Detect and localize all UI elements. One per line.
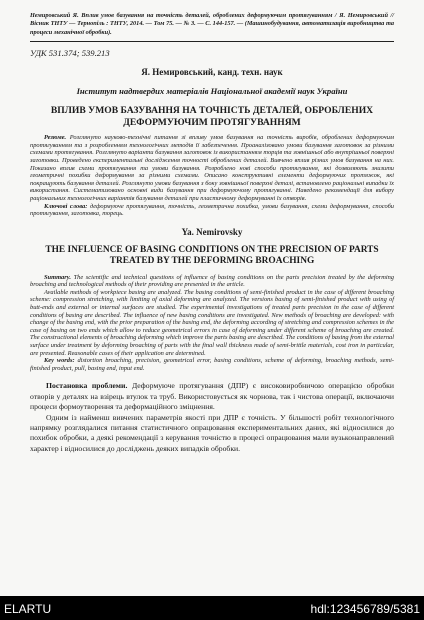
abstract-ukrainian <box>30 134 394 202</box>
title-ukrainian: ВПЛИВ УМОВ БАЗУВАННЯ НА ТОЧНІСТЬ ДЕТАЛЕЙ, ОБРОБЛЕНИХ ДЕФОРМУЮЧИМ ПРОТЯГУВАННЯМ <box>50 105 374 128</box>
body-text-1: Деформуюче протягування (ДПР) є високовиробничою операцією обробки отворів у деталях на взірець втулок та труб. Використовується як чорнова, так і чистова операції, включаючи процеси формоутворення та деформаційного зміцнення. <box>30 381 394 412</box>
keywords-english <box>30 357 394 372</box>
summary-english <box>30 274 394 289</box>
divider <box>30 41 394 42</box>
body-paragraph-1 <box>30 381 394 412</box>
repository-label: ELARTU <box>4 602 52 616</box>
keywords-en-text: distortion broaching, precision, geometrical error, basing conditions, scheme of deforming, broaching methods, semi-finished product, pull, basing end, input end. <box>30 357 394 372</box>
summary-text-1: The scientific and technical questions of influence of basing conditions on the parts precision treated by the deforming broaching and technological methods of their providing are presented in the article. <box>30 273 394 289</box>
author-ukrainian: Я. Немировський, канд. техн. наук <box>141 67 283 78</box>
keywords-text: деформуюче протягування, точність, геометрична похибка, умови базування, схеми деформування, способи протягування, заготовка, торець. <box>30 202 394 218</box>
problem-statement-label: Постановка проблеми. <box>46 381 128 391</box>
handle-identifier: hdl:123456789/5381 <box>310 602 420 616</box>
keywords-en-label: Key words: <box>44 357 75 365</box>
body-paragraph-2: Одним із найменш вивчених параметрів якості при ДПР є точність. У більшості робіт технологічного напрямку розглядалися питання статистичного опрацювання експериментальних даних, які відносилися до похибок обробки, а деякі рекомендації з керування точністю в процесі опрацювання мали вузьконаправлений характер і відносилися до досліджень деяких випадків обробки. <box>30 412 394 453</box>
keywords-ukrainian <box>30 203 394 218</box>
abstract-label: Резюме. <box>44 134 67 142</box>
udc-code: УДК 531.374; 539.213 <box>30 48 110 59</box>
abstract-text: Розглянуто науково-технічні питання зі впливу умов базування на точність виробів, оброблених деформуючим протягуванням та з розробленням технологічних методів її забезпечення. Проаналізовано умови базування заготовок за різними схемами протягування. Розглянуто варіанти базування заготовок із використанням торців та зовнішньої або внутрішньої поверхні заготовки. Проведено експериментальні дослідження точності оброблених деталей. Вивчено вплив різних умов базування на них. Показано вплив схеми протягування та умови базування. Розроблено нові способи протягування, які дозволяють знизити геометричні похибки деформування за різними схемами. Описано конструктивні елементи деформуючих протяжок, які покращують базування деталей. Розглянуто умови базування з боку зовнішньої поверхні деталі, встановлено раціональні випадки їх використання. Систематизовано основні види базування при деформуючому протягуванні. Наведено рекомендації для вибору раціональних технологічних варіантів базування деталей при пластичному деформуванні їх отворів. <box>30 134 394 202</box>
institution: Інститут надтвердих матеріалів Національної академії наук України <box>76 86 348 97</box>
summary-label: Summary. <box>44 273 71 281</box>
keywords-label: Ключові слова: <box>44 202 88 210</box>
citation: Немировський Я. Вплив умов базування на точність деталей, оброблених деформуючим протягуванням / Я. Немировський // Вісник ТНТУ — Тернопіль : ТНТУ, 2014. — Том 75. — № 3. — С. 144-157. — (Машинобудування, автоматизація виробництва та процеси механічної обробки). <box>30 12 394 36</box>
footer-bar <box>0 596 424 620</box>
summary-text-2: Available methods of workpiece basing are analyzed. The basing conditions of semi-finished product in the case of different broaching scheme: compression stretching, with limiting of axial deforming are analyzed. The versions basing of semi-finished product with using of butt-ends and external or internal surfaces are studied. The experimental investigations of treated parts precision in the case of different conditions of basing are described. The influence of new basing conditions are investigated. New methods of broaching are developed: with change of the basing end, with the prior preparation of the basing end, the deforming according of stretching and compression schemes in the case of basing on two ends which allow to reduce geometrical errors in case of deforming under different scheme of broaching are created. The constructional elements of broaching deforming which improve the parts basing are described. The conditions of basing from the external surface under treatment by deforming broaching of parts with the final wall thickness made of semi-brittle materials, cost iron in particular, are presented. Reasonable cases of their application are determined. <box>30 288 394 357</box>
author-english: Ya. Nemirovsky <box>181 226 243 237</box>
title-english: THE INFLUENCE OF BASING CONDITIONS ON THE PRECISION OF PARTS TREATED BY THE DEFORMING BROACHING <box>45 244 379 267</box>
